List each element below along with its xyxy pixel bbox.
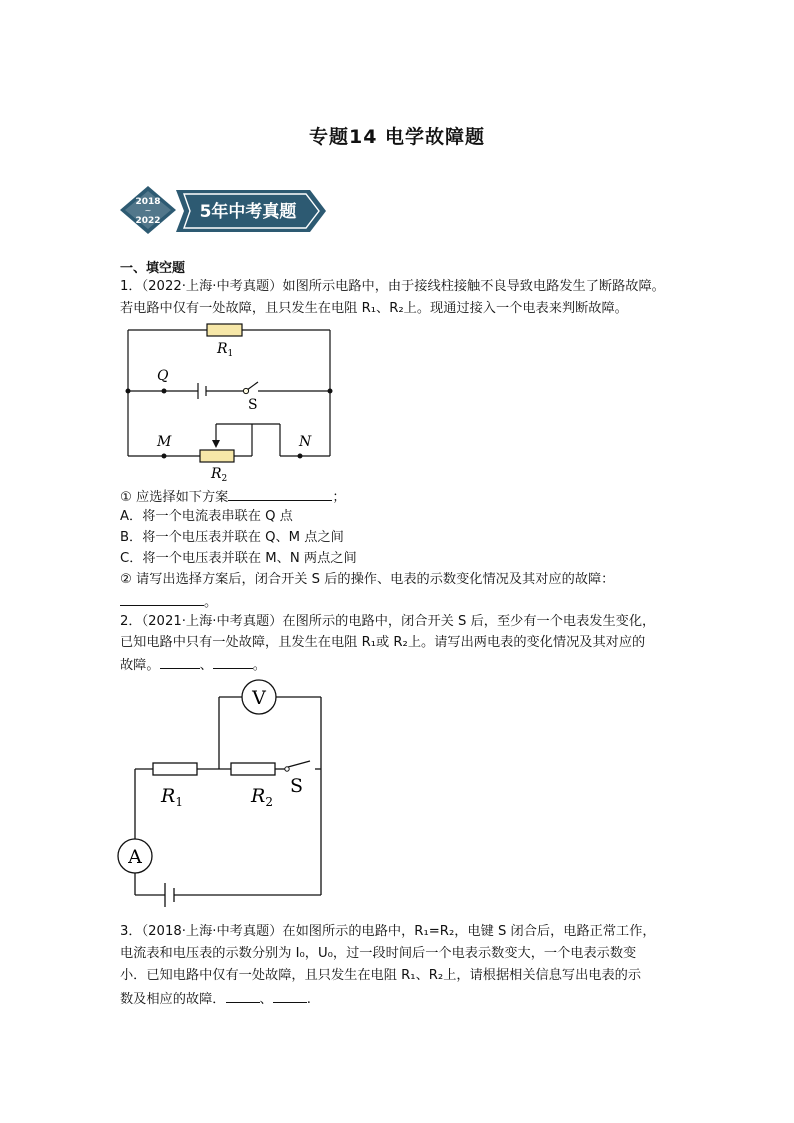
q2-line3: 故障。 、 。 bbox=[120, 654, 266, 676]
answer-blank[interactable] bbox=[273, 988, 307, 1003]
resistor-r1-icon bbox=[207, 324, 242, 336]
q1-sub1: ① 应选择如下方案 ； bbox=[120, 486, 346, 508]
switch-contact-icon bbox=[243, 388, 248, 393]
resistor-r2-icon bbox=[200, 450, 234, 462]
banner-year-bottom: 2022 bbox=[135, 216, 161, 226]
label-n: N bbox=[299, 434, 312, 450]
resistor-r1-icon bbox=[153, 763, 197, 775]
section-heading: 一、填空题 bbox=[120, 261, 186, 276]
label-r2: $R_2$ bbox=[251, 785, 273, 809]
label-r1: $R_1$ bbox=[217, 341, 234, 359]
q1-sub2: ② 请写出选择方案后，闭合开关 S 后的操作、电表的示数变化情况及其对应的故障： bbox=[120, 572, 615, 587]
label-r1: $R_1$ bbox=[161, 785, 183, 809]
q1-line2: 若电路中仅有一处故障，且只发生在电阻 R₁、R₂上。现通过接入一个电表来判断故障。 bbox=[120, 301, 628, 316]
answer-blank[interactable] bbox=[226, 988, 260, 1003]
q1-circuit-diagram bbox=[120, 320, 340, 484]
q1-option-c: C．将一个电压表并联在 M、N 两点之间 bbox=[120, 551, 357, 566]
slider-arrow-icon bbox=[212, 440, 220, 448]
answer-blank[interactable] bbox=[120, 591, 204, 606]
label-a: A bbox=[128, 846, 142, 868]
banner-year-dash: ~ bbox=[144, 206, 152, 215]
q2-line2: 已知电路中只有一处故障，且发生在电阻 R₁或 R₂上。请写出两电表的变化情况及其对应的 bbox=[120, 635, 646, 650]
label-m: M bbox=[157, 434, 172, 450]
label-s: S bbox=[290, 775, 304, 797]
answer-blank[interactable] bbox=[228, 486, 332, 501]
q3-line3: 小．已知电路中仅有一处故障，且只发生在电阻 R₁、R₂上，请根据相关信息写出电表的示 bbox=[120, 968, 642, 983]
q3-line4: 数及相应的故障． 、 . bbox=[120, 988, 311, 1010]
label-r2: $R_2$ bbox=[211, 466, 228, 484]
q1-option-b: B．将一个电压表并联在 Q、M 点之间 bbox=[120, 530, 344, 545]
banner-year-top: 2018 bbox=[135, 197, 161, 207]
label-v: V bbox=[252, 687, 266, 709]
q3-line1: 3．（2018·上海·中考真题）在如图所示的电路中，R₁=R₂，电键 S 闭合后，电路正常工作， bbox=[120, 924, 656, 939]
page-title: 专题14 电学故障题 bbox=[308, 126, 486, 148]
q1-sub2-answer: 。 bbox=[120, 591, 217, 613]
banner-label: 5年中考真题 bbox=[199, 202, 297, 222]
answer-blank[interactable] bbox=[160, 654, 200, 669]
label-s: S bbox=[248, 397, 258, 413]
section-banner bbox=[120, 182, 330, 240]
label-q: Q bbox=[157, 368, 169, 384]
answer-blank[interactable] bbox=[213, 654, 253, 669]
q2-line1: 2．（2021·上海·中考真题）在图所示的电路中，闭合开关 S 后，至少有一个电表发生变化， bbox=[120, 614, 656, 629]
q3-line2: 电流表和电压表的示数分别为 I₀，U₀，过一段时间后一个电表示数变大，一个电表示数变 bbox=[120, 946, 637, 961]
q1-line1: 1．（2022·上海·中考真题）如图所示电路中，由于接线柱接触不良导致电路发生了断路故障。 bbox=[120, 279, 665, 294]
q2-circuit-diagram bbox=[115, 675, 330, 913]
q1-option-a: A．将一个电流表串联在 Q 点 bbox=[120, 509, 293, 524]
resistor-r2-icon bbox=[231, 763, 275, 775]
